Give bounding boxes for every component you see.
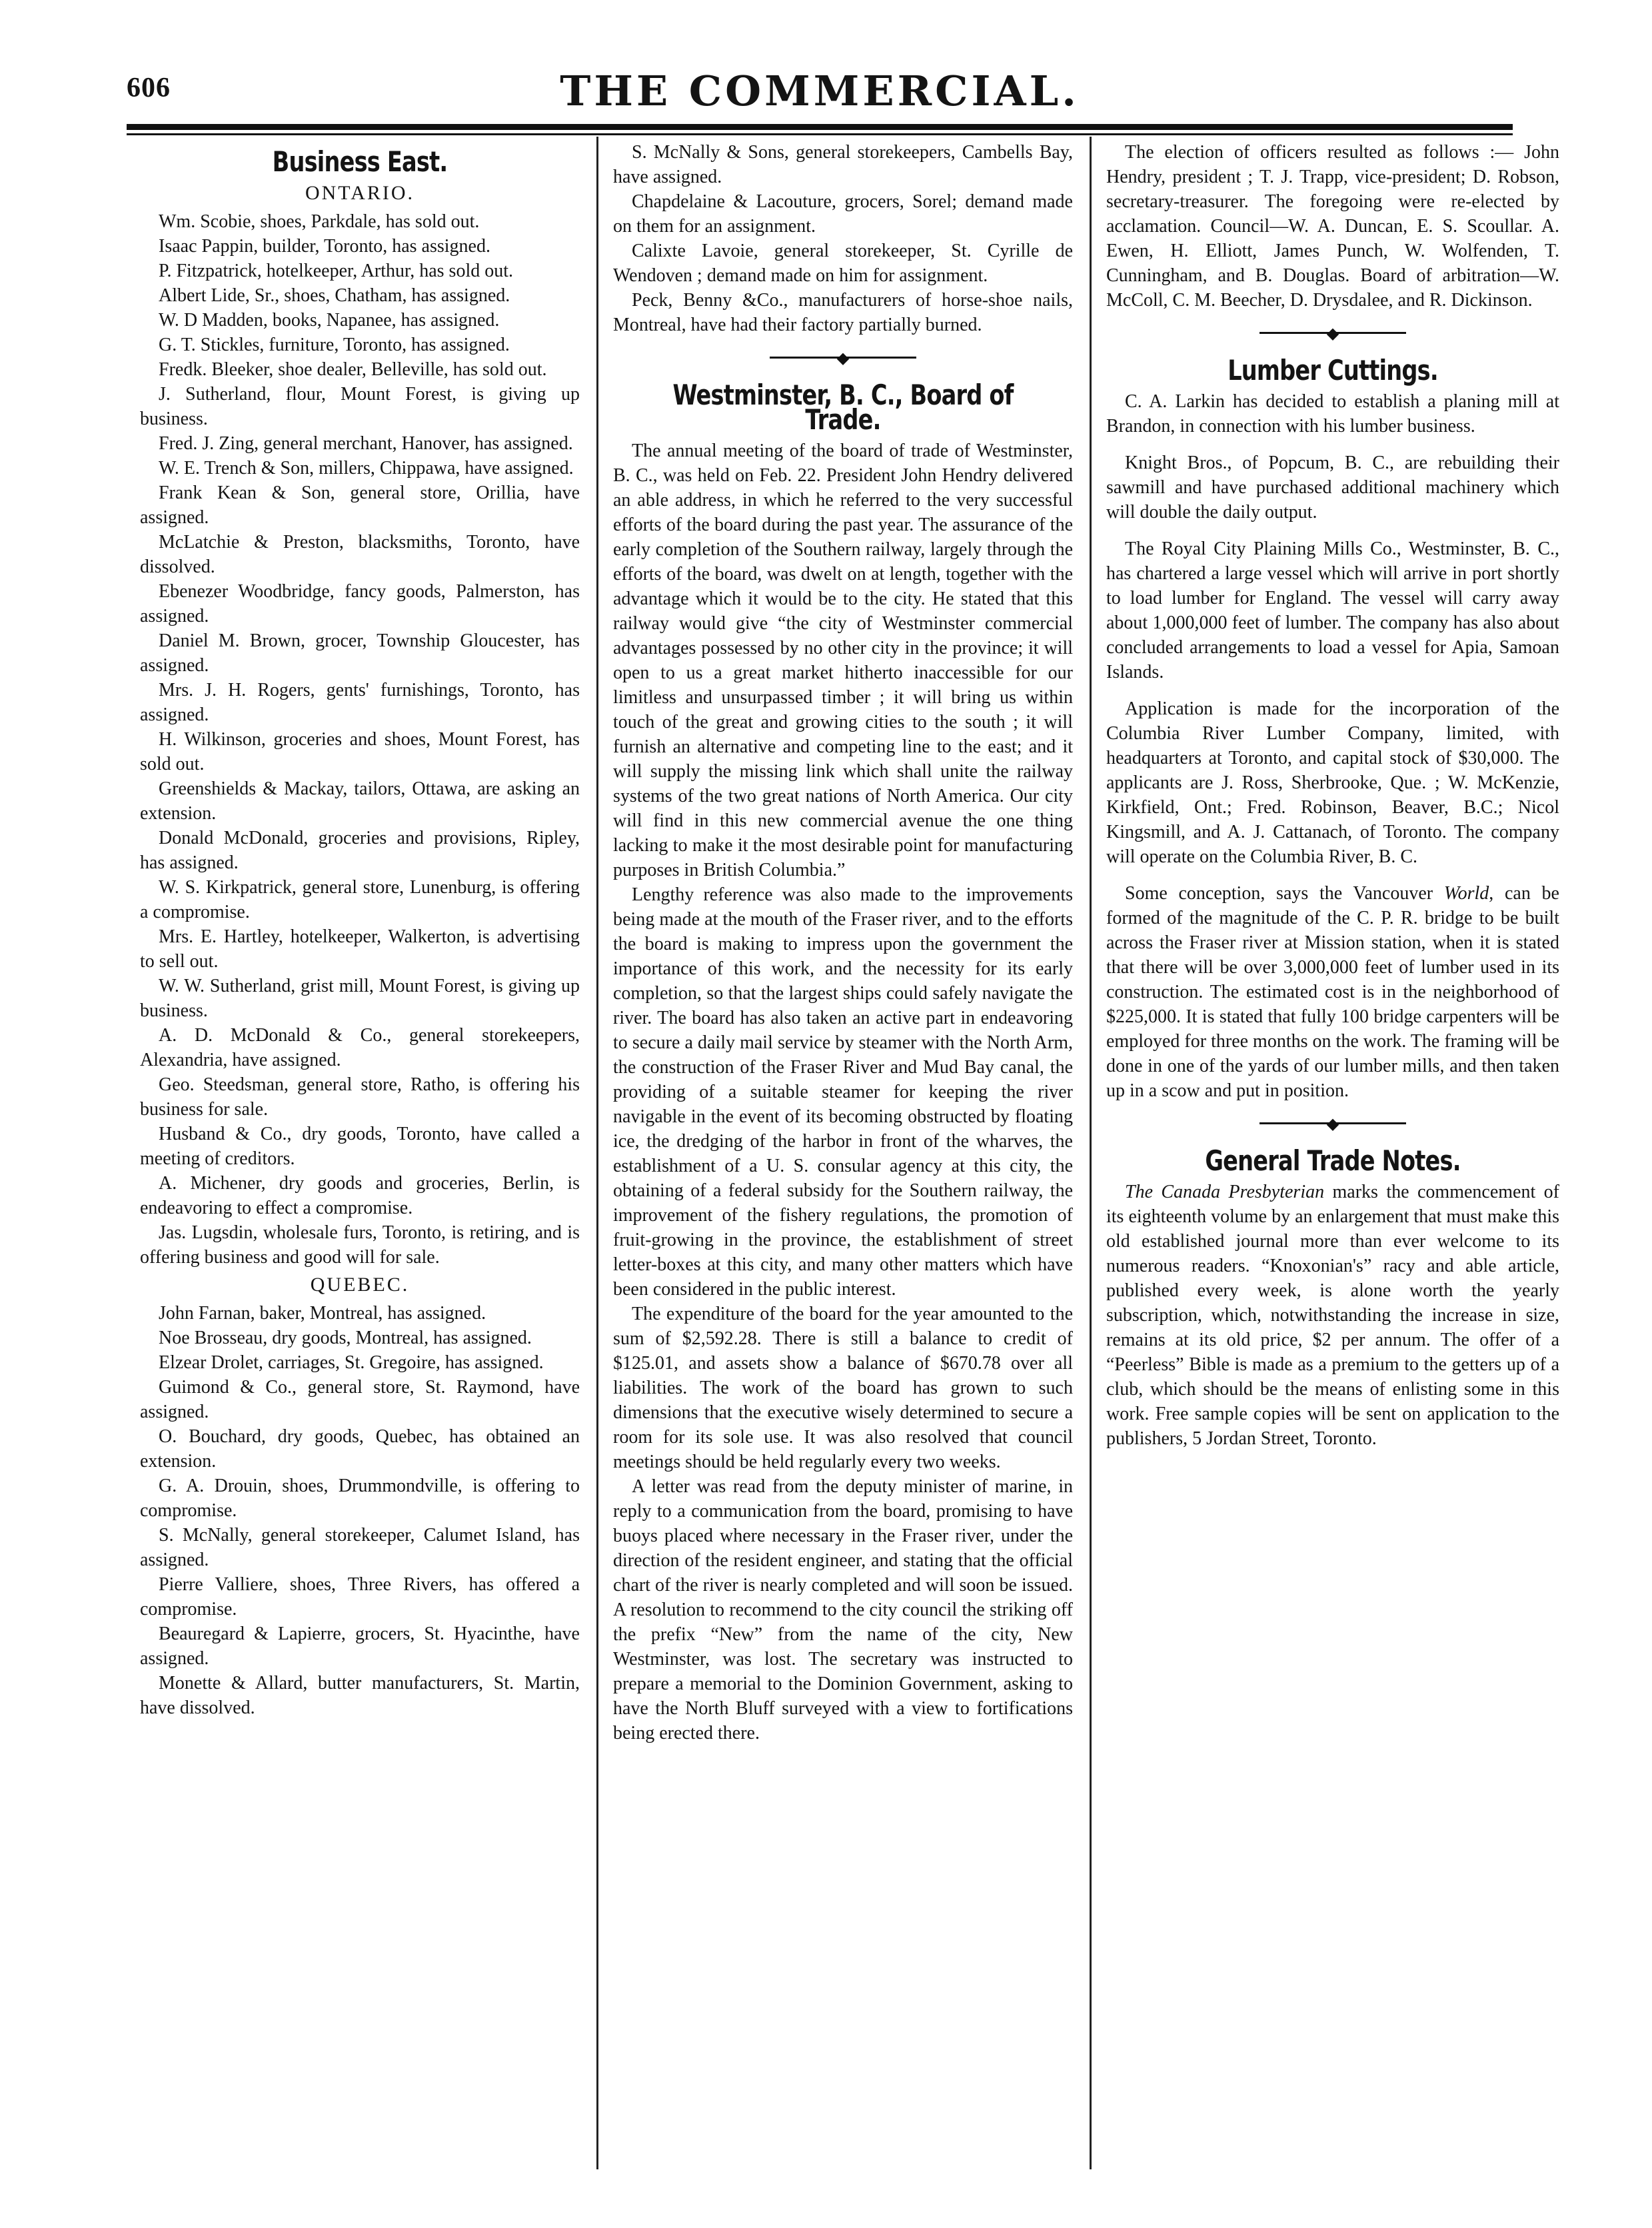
article-paragraph: C. A. Larkin has decided to establish a planing mill at Brandon, in connection with his lumber business. — [1106, 391, 1559, 437]
lumber-cuttings-heading: Lumber Cuttings. — [1228, 354, 1438, 387]
list-item: W. D Madden, books, Napanee, has assigned. — [159, 310, 500, 331]
header-rule-thin — [127, 133, 1513, 135]
section-divider — [770, 349, 916, 367]
list-item: Daniel M. Brown, grocer, Township Gloucester, has assigned. — [140, 630, 580, 676]
list-item: Fredk. Bleeker, shoe dealer, Belleville, has sold out. — [159, 359, 547, 380]
page-number: 606 — [127, 73, 171, 103]
list-item: Guimond & Co., general store, St. Raymond, have assigned. — [140, 1377, 580, 1422]
list-item: J. Sutherland, flour, Mount Forest, is giving up business. — [140, 384, 580, 429]
list-item: W. E. Trench & Son, millers, Chippawa, have assigned. — [159, 458, 574, 479]
list-item: Wm. Scobie, shoes, Parkdale, has sold out. — [159, 211, 480, 232]
list-item: A. Michener, dry goods and groceries, Berlin, is endeavoring to effect a compromise. — [140, 1173, 580, 1218]
text-run: Some conception, says the Vancouver — [1125, 883, 1444, 904]
list-item: Geo. Steedsman, general store, Ratho, is offering his business for sale. — [140, 1074, 580, 1120]
section-divider — [1259, 1115, 1406, 1132]
text-run: marks the commencement of its eighteenth volume by an enlargement that must make this old established journal more than ever welcome to its numerous readers. “Knoxonian's” racy and able article, published every week, is alone worth the yearly subscription, which, notwithstanding the increase in size, remains at its old price, $2 per annum. The offer of a “Peerless” Bible is made as a premium to the getters up of a club, which should be the means of enlisting some in this work. Free sample copies will be sent on application to the publishers, 5 Jordan Street, Toronto. — [1106, 1182, 1559, 1449]
list-item: Chapdelaine & Lacouture, grocers, Sorel; demand made on them for an assignment. — [613, 191, 1073, 237]
column-2 — [613, 140, 1073, 1745]
list-item: McLatchie & Preston, blacksmiths, Toronto, have dissolved. — [140, 532, 580, 577]
list-item: Peck, Benny &Co., manufacturers of horse-shoe nails, Montreal, have had their factory partially burned. — [613, 290, 1073, 335]
list-item: Noe Brosseau, dry goods, Montreal, has assigned. — [159, 1328, 532, 1348]
article-paragraph — [1106, 881, 1559, 1103]
header-rule-thick — [127, 124, 1513, 130]
article-paragraph: A letter was read from the deputy minister of marine, in reply to a communication from the board, promising to have buoys placed where necessary in the Fraser river, under the direction of the resident engineer, and stating that the official chart of the river is nearly completed and will soon be issued. A resolution to recommend to the city council the striking off the prefix “New” from the name of the city, New Westminster, was lost. The secretary was instructed to prepare a memorial to the Dominion Government, asking to have the North Bluff surveyed with a view to fortifications being erected there. — [613, 1476, 1073, 1743]
list-item: Husband & Co., dry goods, Toronto, have called a meeting of creditors. — [140, 1124, 580, 1169]
page-header — [127, 67, 1513, 120]
column-divider — [596, 137, 598, 2169]
article-paragraph: Application is made for the incorporation of the Columbia River Lumber Company, limited, with headquarters at Toronto, and capital stock of $30,000. The applicants are J. Ross, Sherbrooke, Que. ; W. McKenzie, Kirkfield, Ont.; Fred. Robinson, Beaver, B.C.; Nicol Kingsmill, and A. J. Cattanach, of Toronto. The company will operate on the Columbia River, B. C. — [1106, 698, 1559, 867]
list-item: Mrs. E. Hartley, hotelkeeper, Walkerton, is advertising to sell out. — [140, 926, 580, 972]
list-item: Calixte Lavoie, general storekeeper, St. Cyrille de Wendoven ; demand made on him for assignment. — [613, 241, 1073, 286]
article-paragraph: The Royal City Plaining Mills Co., Westminster, B. C., has chartered a large vessel which will arrive in port shortly to load lumber for England. The vessel will carry away about 1,000,000 feet of lumber. The company has also about concluded arrangements to load a vessel for Apia, Samoan Islands. — [1106, 539, 1559, 682]
general-trade-notes-heading: General Trade Notes. — [1205, 1144, 1461, 1177]
list-item: Mrs. J. H. Rogers, gents' furnishings, Toronto, has assigned. — [140, 680, 580, 725]
column-divider — [1090, 137, 1092, 2169]
business-east-heading: Business East. — [272, 145, 448, 178]
list-item: Monette & Allard, butter manufacturers, St. Martin, have dissolved. — [140, 1673, 580, 1718]
list-item: S. McNally, general storekeeper, Calumet Island, has assigned. — [140, 1525, 580, 1570]
list-item: John Farnan, baker, Montreal, has assigned. — [159, 1303, 486, 1324]
article-paragraph: The election of officers resulted as follows :— John Hendry, president ; T. J. Trapp, vice-president; D. Robson, secretary-treasurer. The foregoing were re-elected by acclamation. Council—W. A. Duncan, E. S. Scoullar. A. Ewen, H. Elliott, James Punch, W. Wolfenden, T. Cunningham, and B. Douglas. Board of arbitration—W. McColl, C. M. Beecher, D. Drysdalee, and R. Dickinson. — [1106, 142, 1559, 311]
list-item: Elzear Drolet, carriages, St. Gregoire, has assigned. — [159, 1352, 544, 1373]
section-divider — [1259, 325, 1406, 342]
list-item: Isaac Pappin, builder, Toronto, has assigned. — [159, 236, 490, 257]
list-item: H. Wilkinson, groceries and shoes, Mount Forest, has sold out. — [140, 729, 580, 774]
list-item: Fred. J. Zing, general merchant, Hanover, has assigned. — [159, 433, 573, 454]
westminster-heading: Westminster, B. C., Board of Trade. — [672, 379, 1014, 436]
list-item: W. W. Sutherland, grist mill, Mount Forest, is giving up business. — [140, 976, 580, 1021]
list-item: G. T. Stickles, furniture, Toronto, has assigned. — [159, 335, 510, 355]
article-paragraph: Knight Bros., of Popcum, B. C., are rebuilding their sawmill and have purchased additional machinery which will double the daily output. — [1106, 453, 1559, 523]
text-run: , can be formed of the magnitude of the C. P. R. bridge to be built across the Fraser river at Mission station, when it is stated that there will be over 3,000,000 feet of lumber used in its construction. The estimated cost is in the neighborhood of $225,000. It is stated that fully 100 bridge carpenters will be employed for three months on the work. The framing will be done in one of the yards of our lumber mills, and then taken up in a scow and put in position. — [1106, 883, 1559, 1101]
column-3 — [1106, 140, 1559, 1451]
masthead: THE COMMERCIAL. — [560, 67, 1080, 115]
list-item: W. S. Kirkpatrick, general store, Lunenburg, is offering a compromise. — [140, 877, 580, 922]
list-item: Frank Kean & Son, general store, Orillia, have assigned. — [140, 483, 580, 528]
article-paragraph: The expenditure of the board for the year amounted to the sum of $2,592.28. There is still a balance to credit of $125.01, and assets show a balance of $670.78 over all liabilities. The work of the board has grown to such dimensions that the executive wisely determined to secure a room for its sole use. It was also resolved that council meetings should be held regularly every two weeks. — [613, 1304, 1073, 1472]
list-item: Albert Lide, Sr., shoes, Chatham, has assigned. — [159, 285, 510, 306]
list-item: S. McNally & Sons, general storekeepers, Cambells Bay, have assigned. — [613, 142, 1073, 187]
list-item: Ebenezer Woodbridge, fancy goods, Palmerston, has assigned. — [140, 581, 580, 626]
article-paragraph: The annual meeting of the board of trade of Westminster, B. C., was held on Feb. 22. President John Hendry delivered an able address, in which he referred to the very successful efforts of the board during the past year. The assurance of the early completion of the Southern railway, largely through the efforts of the board, was dwelt on at length, together with the advantage which it would be to the city. He stated that this railway would give “the city of Westminster commercial advantages possessed by no other city in the province; it will open to us a great market hitherto inaccessible for our limitless and unsurpassed timber ; it will bring us within touch of the great and growing cities to the south ; it will furnish an alternative and competing line to the east; and it will supply the missing link which shall unite the railway systems of the two great nations of North America. Our city will find in this new commercial avenue the one thing lacking to make it the most desirable point for manufacturing purposes in British Columbia.” — [613, 441, 1073, 880]
publication-name: The Canada Presbyterian — [1125, 1182, 1325, 1202]
list-item: Greenshields & Mackay, tailors, Ottawa, are asking an extension. — [140, 778, 580, 824]
list-item: G. A. Drouin, shoes, Drummondville, is offering to compromise. — [140, 1476, 580, 1521]
list-item: P. Fitzpatrick, hotelkeeper, Arthur, has sold out. — [159, 261, 513, 281]
list-item: O. Bouchard, dry goods, Quebec, has obtained an extension. — [140, 1426, 580, 1472]
list-item: A. D. McDonald & Co., general storekeepers, Alexandria, have assigned. — [140, 1025, 580, 1070]
article-paragraph: Lengthy reference was also made to the improvements being made at the mouth of the Fraser river, and to the efforts the board is making to impress upon the government the importance of this work, and the necessity for its early completion, so that the largest ships could safely navigate the river. The board has also taken an active part in endeavoring to secure a daily mail service by steamer with the North Arm, the construction of the Fraser River and Mud Bay canal, the providing of a suitable steamer for keeping the river navigable in the event of its becoming obstructed by floating ice, the dredging of the harbor in front of the wharves, the establishment of a U. S. consular agency at this city, the obtaining of a federal subsidy for the Southern railway, the improvement of the fishery regulations, the promotion of fruit-growing in the province, the establishment of street letter-boxes at this city, and many other matters which have been considered in the public interest. — [613, 884, 1073, 1300]
list-item: Jas. Lugsdin, wholesale furs, Toronto, is retiring, and is offering business and good will for sale. — [140, 1222, 580, 1268]
list-item: Beauregard & Lapierre, grocers, St. Hyacinthe, have assigned. — [140, 1624, 580, 1669]
quebec-subheading: QUEBEC. — [310, 1274, 410, 1296]
list-item: Pierre Valliere, shoes, Three Rivers, has offered a compromise. — [140, 1574, 580, 1620]
ontario-subheading: ONTARIO. — [305, 182, 415, 204]
article-paragraph — [1106, 1180, 1559, 1451]
newspaper-name: World — [1443, 883, 1489, 904]
column-1 — [140, 140, 580, 1720]
list-item: Donald McDonald, groceries and provisions, Ripley, has assigned. — [140, 828, 580, 873]
